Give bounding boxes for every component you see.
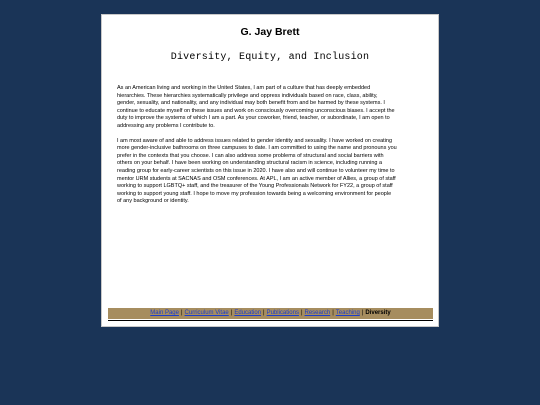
nav-divider (108, 320, 433, 321)
nav-link-education[interactable]: Education (234, 310, 262, 316)
nav-link-teaching[interactable]: Teaching (335, 310, 360, 316)
page-title: Diversity, Equity, and Inclusion (170, 52, 370, 63)
nav-separator: | (361, 310, 364, 316)
nav-link-research[interactable]: Research (304, 310, 331, 316)
nav-separator: | (230, 310, 233, 316)
nav-separator: | (332, 310, 334, 316)
nav-link-main-page[interactable]: Main Page (150, 310, 179, 316)
nav-link-curriculum-vitae[interactable]: Curriculum Vitae (184, 310, 229, 316)
author-name: G. Jay Brett (240, 26, 300, 38)
nav-current-page: Diversity (365, 310, 391, 316)
nav-separator: | (300, 310, 303, 316)
nav-separator: | (180, 310, 183, 316)
paragraph-intro: As an American living and working in the United States, I am part of a culture that has deeply embedded hierarchies. These hierarchies systematically privilege and oppress individuals based on race, class, ability, gender, sexuality, and nationality, and any individual may both benefit from and be harmed by these systems. I continue to educate myself on these issues and work on consciously overcoming unconscious biases. I accept the duty to improve the systems of which I am a part. As your coworker, friend, teacher, or subordinate, I am open to addressing any problems I contribute to. (117, 85, 395, 129)
content-body (117, 85, 397, 213)
page-container (101, 14, 439, 327)
nav-separator: | (263, 310, 265, 316)
nav-bar (108, 308, 433, 319)
nav-link-publications[interactable]: Publications (266, 310, 299, 316)
paragraph-actions: I am most aware of and able to address issues related to gender identity and sexuality. I have worked on creating more gender-inclusive bathrooms on three campuses to date. I am committed to using the name and pronouns you prefer in the contexts that you choose. I can also address some problems of structural and social barriers with others on your behalf. I have been working on understanding structural racism in science, including running a reading group for early-career scientists on this issue in 2020. I have also and will continue to volunteer my time to mentor URM students at SACNAS and OSM conferences. At APL, I am an active member of Allies, a group of staff working to support LGBTQ+ staff, and the treasurer of the Young Professionals Network for FY22, a group of staff working to support young staff. I hope to move my profession towards being a welcoming environment for people of any background or identity. (117, 137, 397, 205)
